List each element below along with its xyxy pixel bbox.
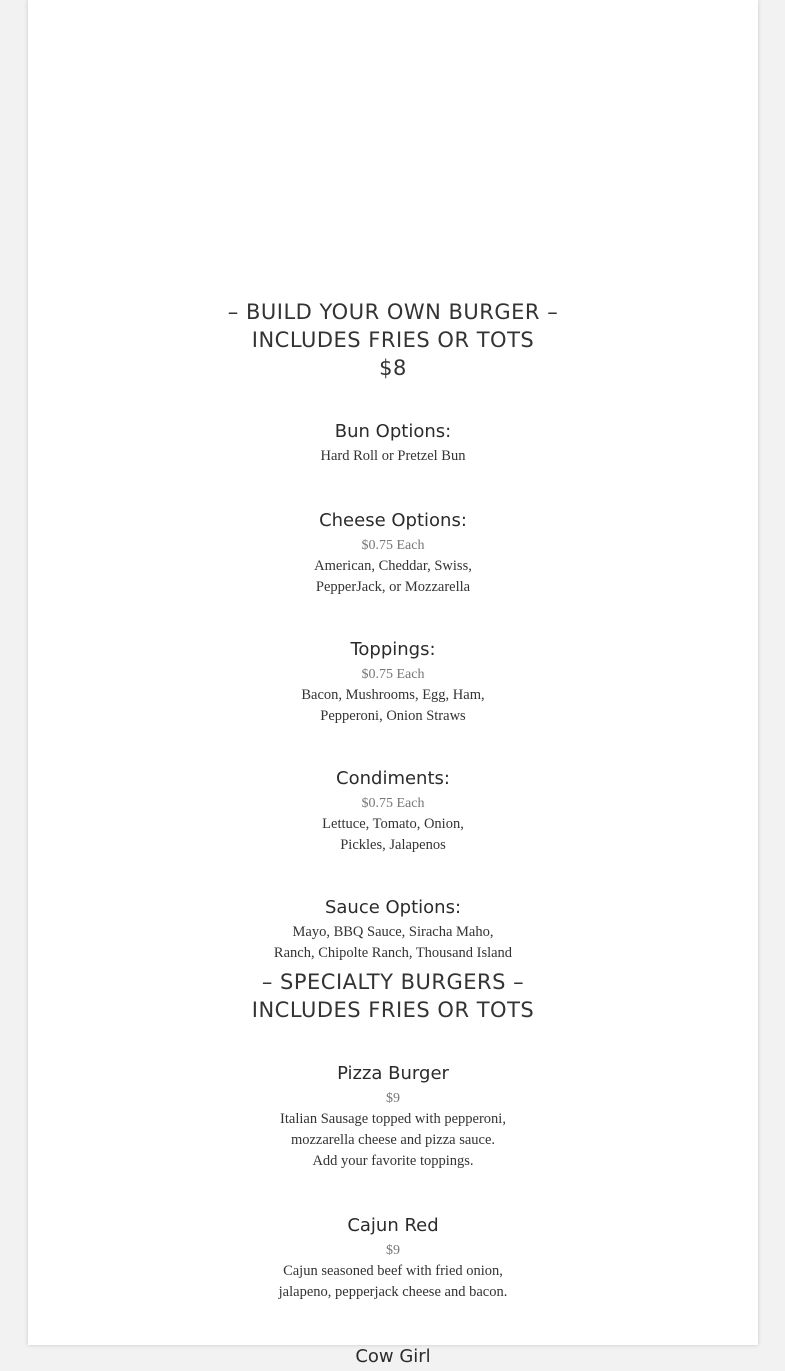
section-title: Sauce Options: [324, 897, 462, 918]
section-line: PepperJack, or Mozzarella [315, 579, 471, 595]
item-description-line: Cajun seasoned beef with fried onion, [283, 1263, 503, 1279]
menu-page [28, 0, 758, 1367]
item-title: Pizza Burger [337, 1063, 449, 1084]
section-line: Lettuce, Tomato, Onion, [322, 816, 464, 832]
pizza-burger-item [28, 1060, 758, 1172]
cheese-options-section [28, 507, 758, 598]
banner-heading: – SPECIALTY BURGERS – [261, 970, 525, 994]
condiments-section [28, 765, 758, 856]
section-title: Bun Options: [334, 421, 452, 442]
item-title: Cajun Red [347, 1215, 439, 1236]
banner-subheading: INCLUDES FRIES OR TOTS [251, 328, 535, 352]
banner-heading: – BUILD YOUR OWN BURGER – [227, 300, 559, 324]
build-your-own-banner [28, 298, 758, 382]
section-title: Cheese Options: [319, 510, 467, 531]
cow-girl-item [28, 1343, 758, 1371]
section-line: Bacon, Mushrooms, Egg, Ham, [301, 687, 485, 703]
cajun-red-item [28, 1212, 758, 1303]
banner-price: $8 [379, 356, 407, 380]
item-title: Cow Girl [355, 1346, 431, 1367]
item-description-line: jalapeno, pepperjack cheese and bacon. [278, 1284, 508, 1300]
menu-content [28, 298, 758, 1371]
section-title: Toppings: [350, 639, 436, 660]
specialty-burgers-banner [28, 968, 758, 1024]
item-price: $9 [386, 1091, 400, 1106]
toppings-section [28, 636, 758, 727]
section-price: $0.75 Each [361, 538, 425, 553]
section-line: Pepperoni, Onion Straws [320, 708, 466, 724]
section-price: $0.75 Each [361, 667, 425, 682]
section-line: Pickles, Jalapenos [340, 837, 446, 853]
section-price: $0.75 Each [361, 796, 425, 811]
item-price: $9 [386, 1243, 400, 1258]
item-description-line: Italian Sausage topped with pepperoni, [280, 1111, 506, 1127]
item-description-line: mozzarella cheese and pizza sauce. [290, 1132, 496, 1148]
sauce-options-section [28, 894, 758, 964]
bun-options-section [28, 418, 758, 467]
section-title: Condiments: [336, 768, 450, 789]
banner-subheading: INCLUDES FRIES OR TOTS [251, 998, 535, 1022]
section-line: American, Cheddar, Swiss, [314, 558, 472, 574]
section-line: Ranch, Chipolte Ranch, Thousand Island [273, 945, 513, 961]
item-description-line: Add your favorite toppings. [312, 1153, 474, 1169]
section-line: Hard Roll or Pretzel Bun [320, 448, 466, 464]
section-line: Mayo, BBQ Sauce, Siracha Maho, [292, 924, 494, 940]
